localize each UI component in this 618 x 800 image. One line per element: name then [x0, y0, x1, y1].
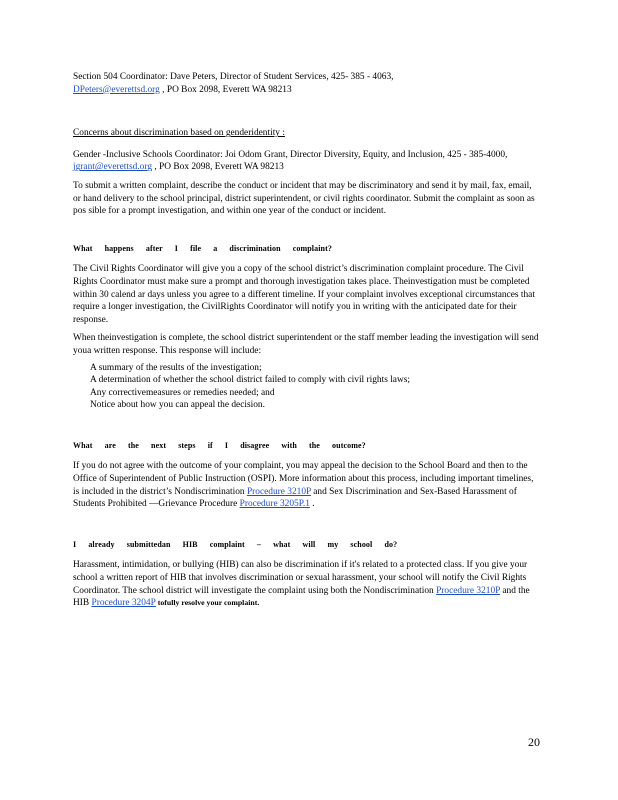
section-504-text: Section 504 Coordinator: Dave Peters, Director of Student Services, 425- 385 - 4063, [73, 72, 394, 82]
list-item [73, 362, 541, 375]
response-contents-list [73, 362, 541, 412]
gender-coordinator-text: Gender -Inclusive Schools Coordinator: Joi Odom Grant, Director Diversity, Equity, and Inclusion, 425 - 385-4000, [73, 149, 508, 160]
appeal-paragraph [73, 460, 541, 510]
section-504-address: , PO Box 2098, Everett WA 98213 [159, 84, 292, 95]
list-item [73, 399, 541, 412]
hib-text-end: tofully resolve your complaint. [155, 598, 260, 608]
hib-text: Harassment, intimidation, or bullying (HIB) can also be discrimination if it's related to a protected class. If you give your school a written report of HIB that involves discrimination or sexual harassment, your school will notify the Civil Rights Coordinator. The school district will investigate the complaint using both the Nondiscrimination [73, 560, 528, 596]
civil-rights-procedure-paragraph: The Civil Rights Coordinator will give you a copy of the school district’s discrimination complaint procedure. The Civil Rights Coordinator must make sure a prompt and thorough investigation takes place. Theinvestigation must be completed within 30 calend ar days unless you agree to a different timeline. If your complaint involves exceptional circumstances that require a longer investigation, the CivilRights Coordinator will notify you in writing with the anticipated date for their response. [73, 264, 535, 325]
procedure-3204p-link[interactable]: Procedure 3204P [91, 598, 156, 609]
procedure-3205p1-link[interactable]: Procedure 3205P.1 [239, 499, 310, 510]
appeal-text-continued: and Sex Discrimination and Sex-Based Harassment of Students Prohibited —Grievance Procedure [73, 486, 517, 510]
gender-coordinator-email-link[interactable]: jgrant@everettsd.org [73, 162, 153, 173]
investigation-complete-paragraph: When theinvestigation is complete, the school district superintendent or the staff member leading the investigation will send youa written response. This response will include: [73, 333, 539, 356]
hib-paragraph [73, 559, 541, 609]
appeal-text: If you do not agree with the outcome of your complaint, you may appeal the decision to the School Board and then to the Office of Superintendent of Public Instruction (OSPI). More information about this process, including important timelines, is included in the district’s Nondiscrimination [73, 461, 534, 497]
hib-text-continued: and the HIB [73, 585, 530, 609]
list-item-text: A determination of whether the school district failed to comply with civil rights laws; [90, 375, 410, 386]
written-complaint-paragraph: To submit a written complaint, describe the conduct or incident that may be discriminatory and send it by mail, fax, email, or hand delivery to the school principal, district superintendent, or civil rights coordinator. Submit the complaint as soon as pos sible for a prompt investigation, and within one year of the conduct or incident. [73, 180, 535, 217]
page-number: 20 [528, 735, 540, 749]
list-item-text: Notice about how you can appeal the decision. [90, 400, 265, 411]
list-item-text: A summary of the results of the investigation; [90, 362, 262, 373]
gender-inclusive-coordinator [73, 149, 541, 174]
section-heading-file-complaint: What happens after I file a discrimination complaint? [73, 243, 332, 253]
section-heading-next-steps: What are the next steps if I disagree with the outcome? [73, 440, 366, 450]
appeal-text-end: . [309, 499, 315, 510]
procedure-3210p-link[interactable]: Procedure 3210P [436, 585, 501, 596]
procedure-3210p-link[interactable]: Procedure 3210P [246, 486, 311, 497]
gender-concerns-heading: Concerns about discrimination based on genderidentity : [73, 128, 285, 139]
list-item [73, 387, 541, 400]
section-heading-hib-complaint: I already submittedan HIB complaint – what will my school do? [73, 539, 398, 549]
list-item [73, 374, 541, 387]
section-504-email-link[interactable]: DPeters@everettsd.org [73, 84, 160, 95]
page-content [73, 71, 541, 610]
list-item-text: Any correctivemeasures or remedies needed; and [90, 387, 275, 398]
section-504-coordinator [73, 71, 541, 96]
gender-coordinator-address: , PO Box 2098, Everett WA 98213 [152, 162, 284, 173]
